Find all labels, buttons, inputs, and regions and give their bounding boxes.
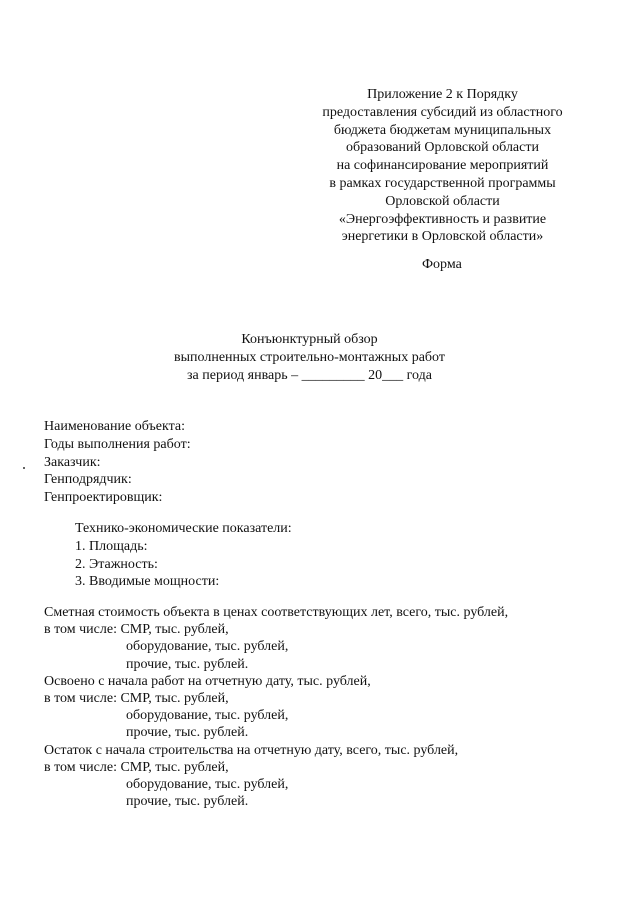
scan-dot xyxy=(23,467,25,469)
appendix-line: «Энергоэффективность и развитие xyxy=(338,211,547,227)
appendix-line: предоставления субсидий из областного xyxy=(322,104,563,120)
mastered-other: прочие, тыс. рублей. xyxy=(126,725,249,741)
estimate-equipment: оборудование, тыс. рублей, xyxy=(126,639,289,655)
estimate-other: прочие, тыс. рублей. xyxy=(126,656,249,672)
form-label: Форма xyxy=(422,257,462,272)
title-line: за период январь – _________ 20___ года xyxy=(187,368,432,383)
indicator-area: 1. Площадь: xyxy=(75,538,148,554)
appendix-line: Приложение 2 к Порядку xyxy=(367,87,518,102)
field-work-years: Годы выполнения работ: xyxy=(44,436,191,452)
title-line: выполненных строительно-монтажных работ xyxy=(174,350,445,365)
technical-indicators xyxy=(75,520,292,591)
title-line: Конъюнктурный обзор xyxy=(241,332,378,347)
appendix-line: Орловской области xyxy=(385,193,500,209)
object-fields xyxy=(44,418,191,507)
field-customer: Заказчик: xyxy=(44,454,101,470)
indicator-capacity: 3. Вводимые мощности: xyxy=(75,574,220,590)
estimate-total: Сметная стоимость объекта в ценах соответствующих лет, всего, тыс. рублей, xyxy=(44,605,509,620)
remainder-including-smr: в том числе: СМР, тыс. рублей, xyxy=(44,759,229,775)
remainder-other: прочие, тыс. рублей. xyxy=(126,794,249,810)
field-general-contractor: Генподрядчик: xyxy=(44,472,132,488)
appendix-header xyxy=(290,86,595,246)
mastered-equipment: оборудование, тыс. рублей, xyxy=(126,708,289,724)
mastered-including-smr: в том числе: СМР, тыс. рублей, xyxy=(44,691,229,707)
appendix-line: в рамках государственной программы xyxy=(329,175,556,191)
field-object-name: Наименование объекта: xyxy=(44,419,185,434)
remainder-equipment: оборудование, тыс. рублей, xyxy=(126,777,289,793)
cost-section xyxy=(44,604,508,810)
appendix-line: энергетики в Орловской области» xyxy=(341,229,544,245)
indicator-floors: 2. Этажность: xyxy=(75,556,158,572)
appendix-line: на софинансирование мероприятий xyxy=(336,158,549,174)
mastered-total: Освоено с начала работ на отчетную дату, тыс. рублей, xyxy=(44,673,371,689)
appendix-line: бюджета бюджетам муниципальных xyxy=(333,122,552,138)
appendix-line: образований Орловской области xyxy=(346,140,539,156)
indicators-heading: Технико-экономические показатели: xyxy=(75,521,292,536)
field-general-designer: Генпроектировщик: xyxy=(44,490,163,506)
estimate-including-smr: в том числе: СМР, тыс. рублей, xyxy=(44,622,229,638)
document-title xyxy=(0,331,619,385)
remainder-total: Остаток с начала строительства на отчетную дату, всего, тыс. рублей, xyxy=(44,742,459,758)
